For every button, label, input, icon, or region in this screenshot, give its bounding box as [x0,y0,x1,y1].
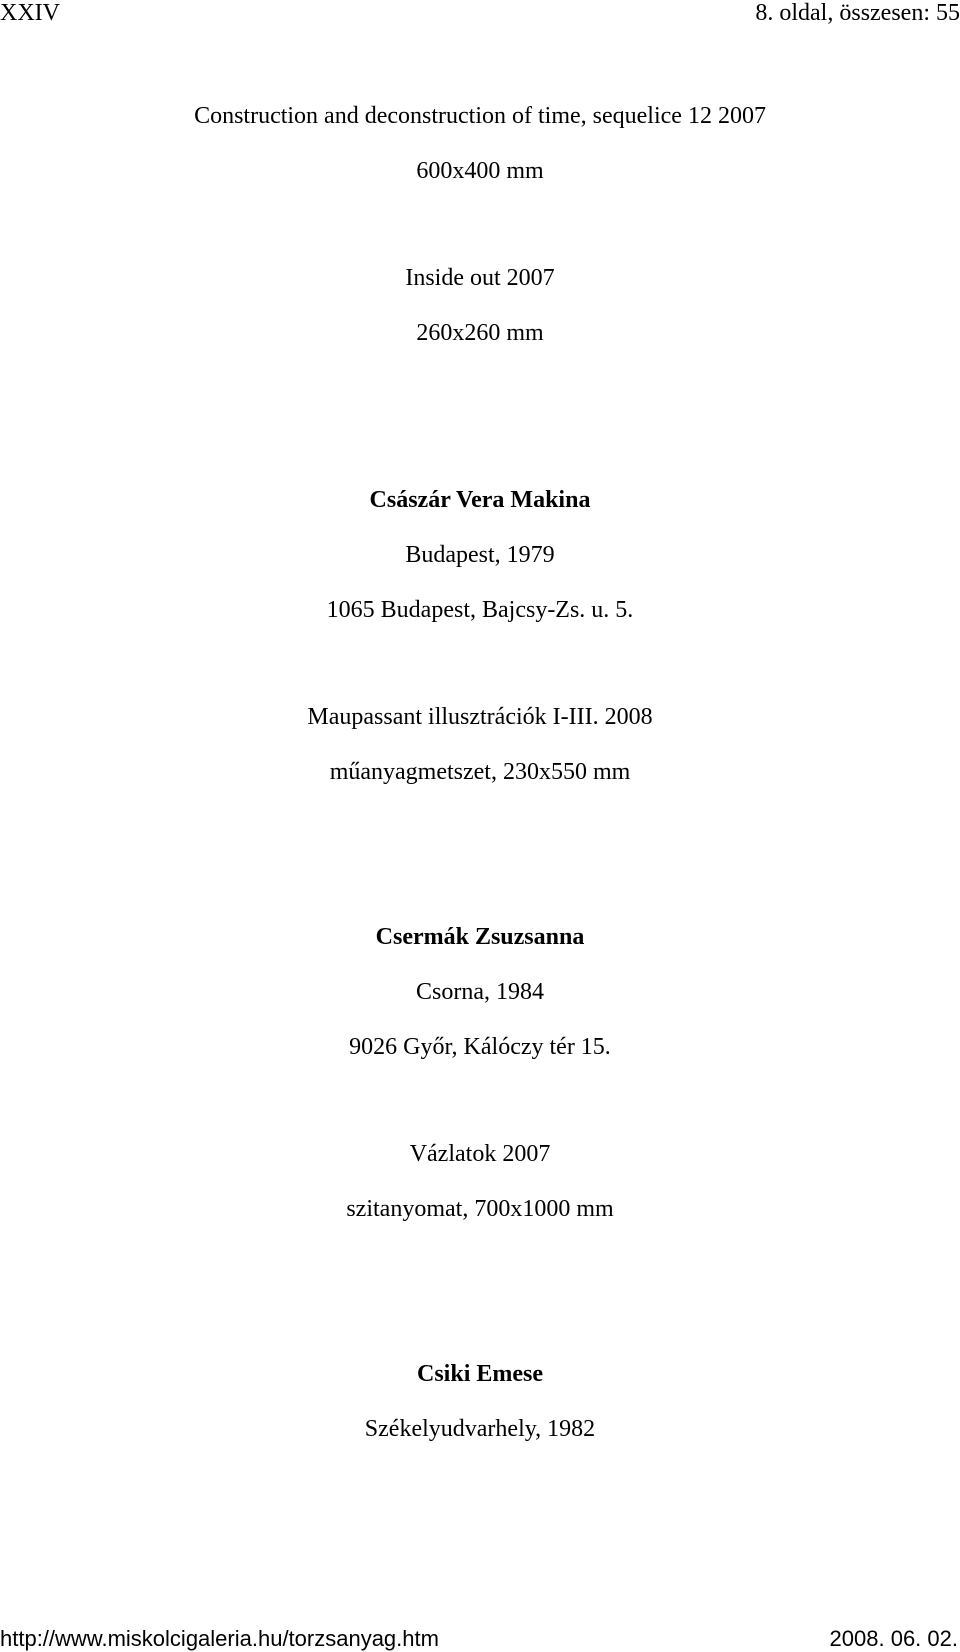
work-detail: 260x260 mm [416,320,544,346]
footer-url: http://www.miskolcigaleria.hu/torzsanyag.htm [0,1626,439,1651]
artist-birth: Székelyudvarhely, 1982 [364,1416,596,1442]
work-title: Maupassant illusztrációk I-III. 2008 [307,704,653,730]
work-detail: 600x400 mm [416,158,544,184]
artist-birth: Csorna, 1984 [416,979,544,1005]
page-counter: 8. oldal, összesen: 55 [755,0,960,26]
work-detail: szitanyomat, 700x1000 mm [346,1196,614,1222]
footer-date: 2008. 06. 02. [829,1626,958,1651]
artist-name: Csermák Zsuzsanna [375,924,585,950]
work-title: Inside out 2007 [405,265,555,291]
artist-birth: Budapest, 1979 [405,542,555,568]
work-detail: műanyagmetszet, 230x550 mm [329,759,631,785]
artist-name: Császár Vera Makina [369,487,591,513]
work-title: Vázlatok 2007 [409,1141,551,1167]
artist-name: Csiki Emese [417,1361,543,1387]
artist-address: 9026 Győr, Kálóczy tér 15. [349,1034,611,1060]
page-header-section: XXIV [0,0,60,26]
artist-address: 1065 Budapest, Bajcsy-Zs. u. 5. [326,597,634,623]
work-title: Construction and deconstruction of time, sequelice 12 2007 [194,103,766,129]
